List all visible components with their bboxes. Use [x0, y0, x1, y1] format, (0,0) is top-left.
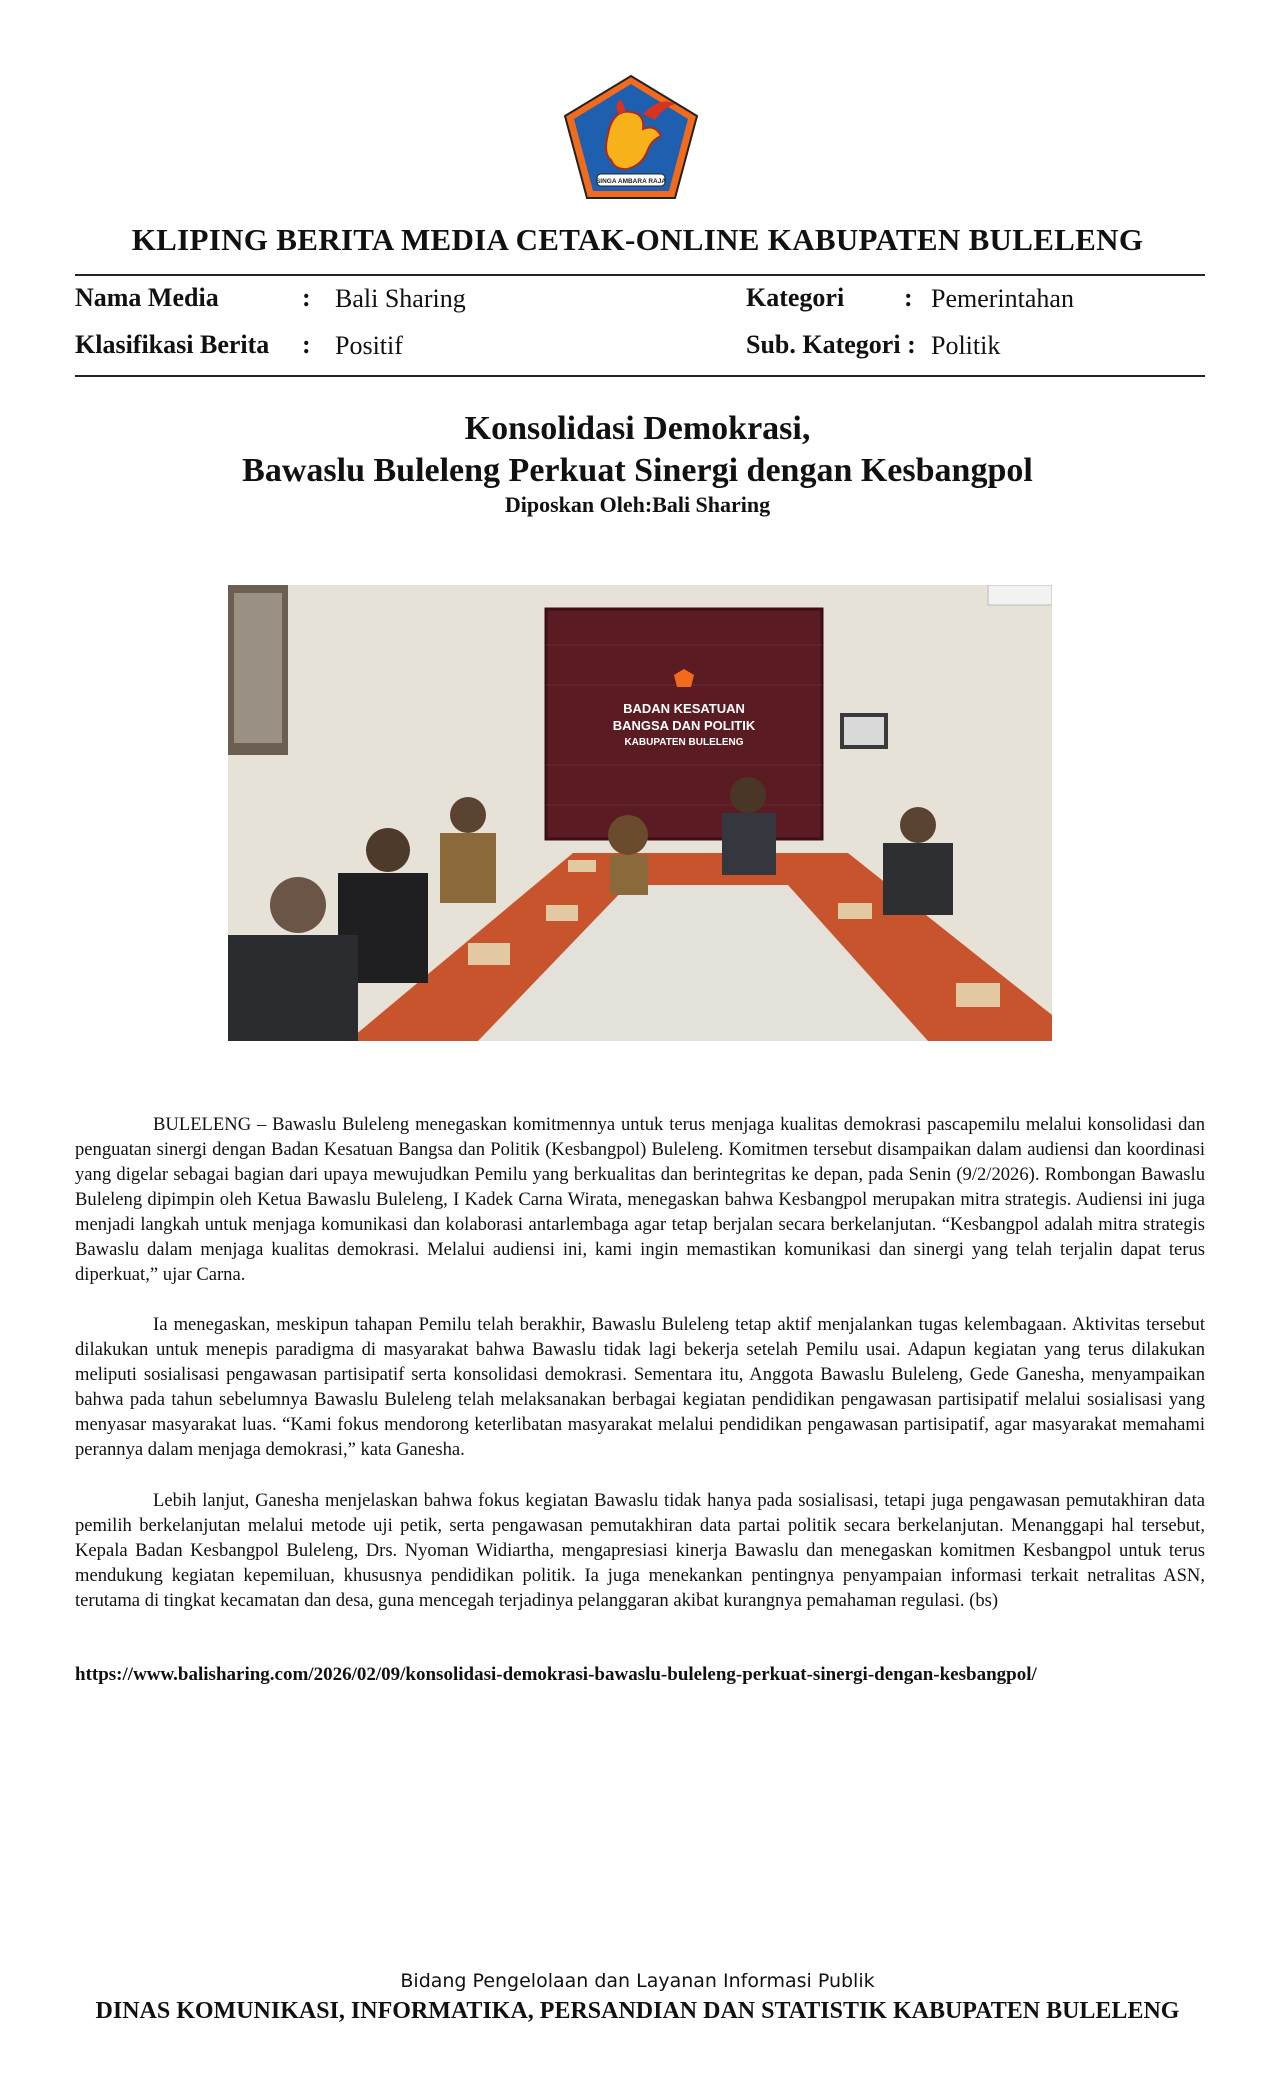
regency-emblem-logo	[563, 74, 699, 200]
meta-nama-media-value: Bali Sharing	[335, 284, 466, 313]
article-title-line1: Konsolidasi Demokrasi,	[464, 410, 811, 447]
photo-sign-line1: BADAN KESATUAN	[623, 701, 745, 716]
footer-agency: DINAS KOMUNIKASI, INFORMATIKA, PERSANDIAN DAN STATISTIK KABUPATEN BULELENG	[95, 1998, 1180, 2024]
meta-nama-media-label: Nama Media	[75, 283, 219, 312]
meta-separator: :	[302, 330, 311, 359]
meta-kategori-label: Kategori	[746, 283, 845, 312]
article-paragraph: Lebih lanjut, Ganesha menjelaskan bahwa fokus kegiatan Bawaslu tidak hanya pada sosialisasi, tetapi juga pengawasan pemutakhiran data pemilih berkelanjutan melalui metode uji petik, serta pengawasan pemutakhiran data partai politik secara berkelanjutan. Menanggapi hal tersebut, Kepala Badan Kesbangpol Buleleng, Drs. Nyoman Widiartha, mengapresiasi kinerja Bawaslu dan menegaskan komitmen Kesbangpol untuk terus mendukung kegiatan kepemiluan, khususnya pendidikan politik. Ia juga menekankan pentingnya penyampaian informasi terkait netralitas ASN, terutama di tingkat kecamatan dan desa, guna mencegah terjadinya pelanggaran akibat kurangnya pemahaman regulasi. (bs)	[75, 1490, 1205, 1611]
article-title-line2: Bawaslu Buleleng Perkuat Sinergi dengan Kesbangpol	[242, 452, 1033, 489]
divider-bottom	[75, 375, 1205, 377]
photo-sign-line3: KABUPATEN BULELENG	[624, 737, 744, 748]
article-byline: Diposkan Oleh:Bali Sharing	[504, 492, 771, 517]
divider-top	[75, 274, 1205, 276]
article-photo	[228, 585, 1052, 1041]
article-source-url[interactable]: https://www.balisharing.com/2026/02/09/konsolidasi-demokrasi-bawaslu-buleleng-perkuat-sinergi-dengan-kesbangpol/	[75, 1664, 1037, 1685]
meta-klasifikasi-value: Positif	[335, 331, 403, 360]
emblem-icon	[563, 74, 699, 200]
meta-klasifikasi-label: Klasifikasi Berita	[75, 330, 270, 359]
emblem-text: SINGA AMBARA RAJA	[595, 178, 667, 185]
meta-separator: :	[302, 283, 311, 312]
meta-sub-kategori-value: Politik	[931, 331, 1001, 360]
footer-department: Bidang Pengelolaan dan Layanan Informasi Publik	[400, 1970, 875, 1992]
article-paragraph: BULELENG – Bawaslu Buleleng menegaskan komitmennya untuk terus menjaga kualitas demokrasi pascapemilu melalui konsolidasi dan penguatan sinergi dengan Badan Kesatuan Bangsa dan Politik (Kesbangpol) Buleleng. Komitmen tersebut disampaikan dalam audiensi dan koordinasi yang digelar sebagai bagian dari upaya mewujudkan Pemilu yang berkualitas dan berintegritas ke depan, pada Senin (9/2/2026). Rombongan Bawaslu Buleleng dipimpin oleh Ketua Bawaslu Buleleng, I Kadek Carna Wirata, menegaskan bahwa Kesbangpol merupakan mitra strategis. Audiensi ini juga menjadi langkah untuk menjaga komunikasi dan kolaborasi antarlembaga agar tetap berjalan secara berkelanjutan. “Kesbangpol adalah mitra strategis Bawaslu dalam menjaga kualitas demokrasi. Melalui audiensi ini, kami ingin memastikan komunikasi dan sinergi yang telah terjalin dapat terus diperkuat,” ujar Carna.	[75, 1114, 1205, 1285]
meta-separator: :	[904, 283, 913, 312]
clipping-header-title: KLIPING BERITA MEDIA CETAK-ONLINE KABUPATEN BULELENG	[131, 222, 1144, 257]
meta-sub-kategori-label: Sub. Kategori :	[746, 330, 916, 359]
article-paragraph: Ia menegaskan, meskipun tahapan Pemilu telah berakhir, Bawaslu Buleleng tetap aktif menjalankan tugas kelembagaan. Aktivitas tersebut dilakukan untuk menepis paradigma di masyarakat bahwa Bawaslu tidak lagi bekerja setelah Pemilu usai. Adapun kegiatan yang terus dilakukan meliputi sosialisasi pengawasan partisipatif serta konsolidasi demokrasi. Sementara itu, Anggota Bawaslu Buleleng, Gede Ganesha, menyampaikan bahwa pada tahun sebelumnya Bawaslu Buleleng telah melaksanakan berbagai kegiatan pendidikan pengawasan partisipatif melalui sosialisasi yang menyasar masyarakat luas. “Kami fokus mendorong keterlibatan masyarakat melalui pendidikan pengawasan partisipatif, agar masyarakat memahami perannya dalam menjaga demokrasi,” kata Ganesha.	[75, 1314, 1205, 1460]
meta-kategori-value: Pemerintahan	[931, 284, 1074, 313]
photo-sign-line2: BANGSA DAN POLITIK	[612, 718, 756, 733]
